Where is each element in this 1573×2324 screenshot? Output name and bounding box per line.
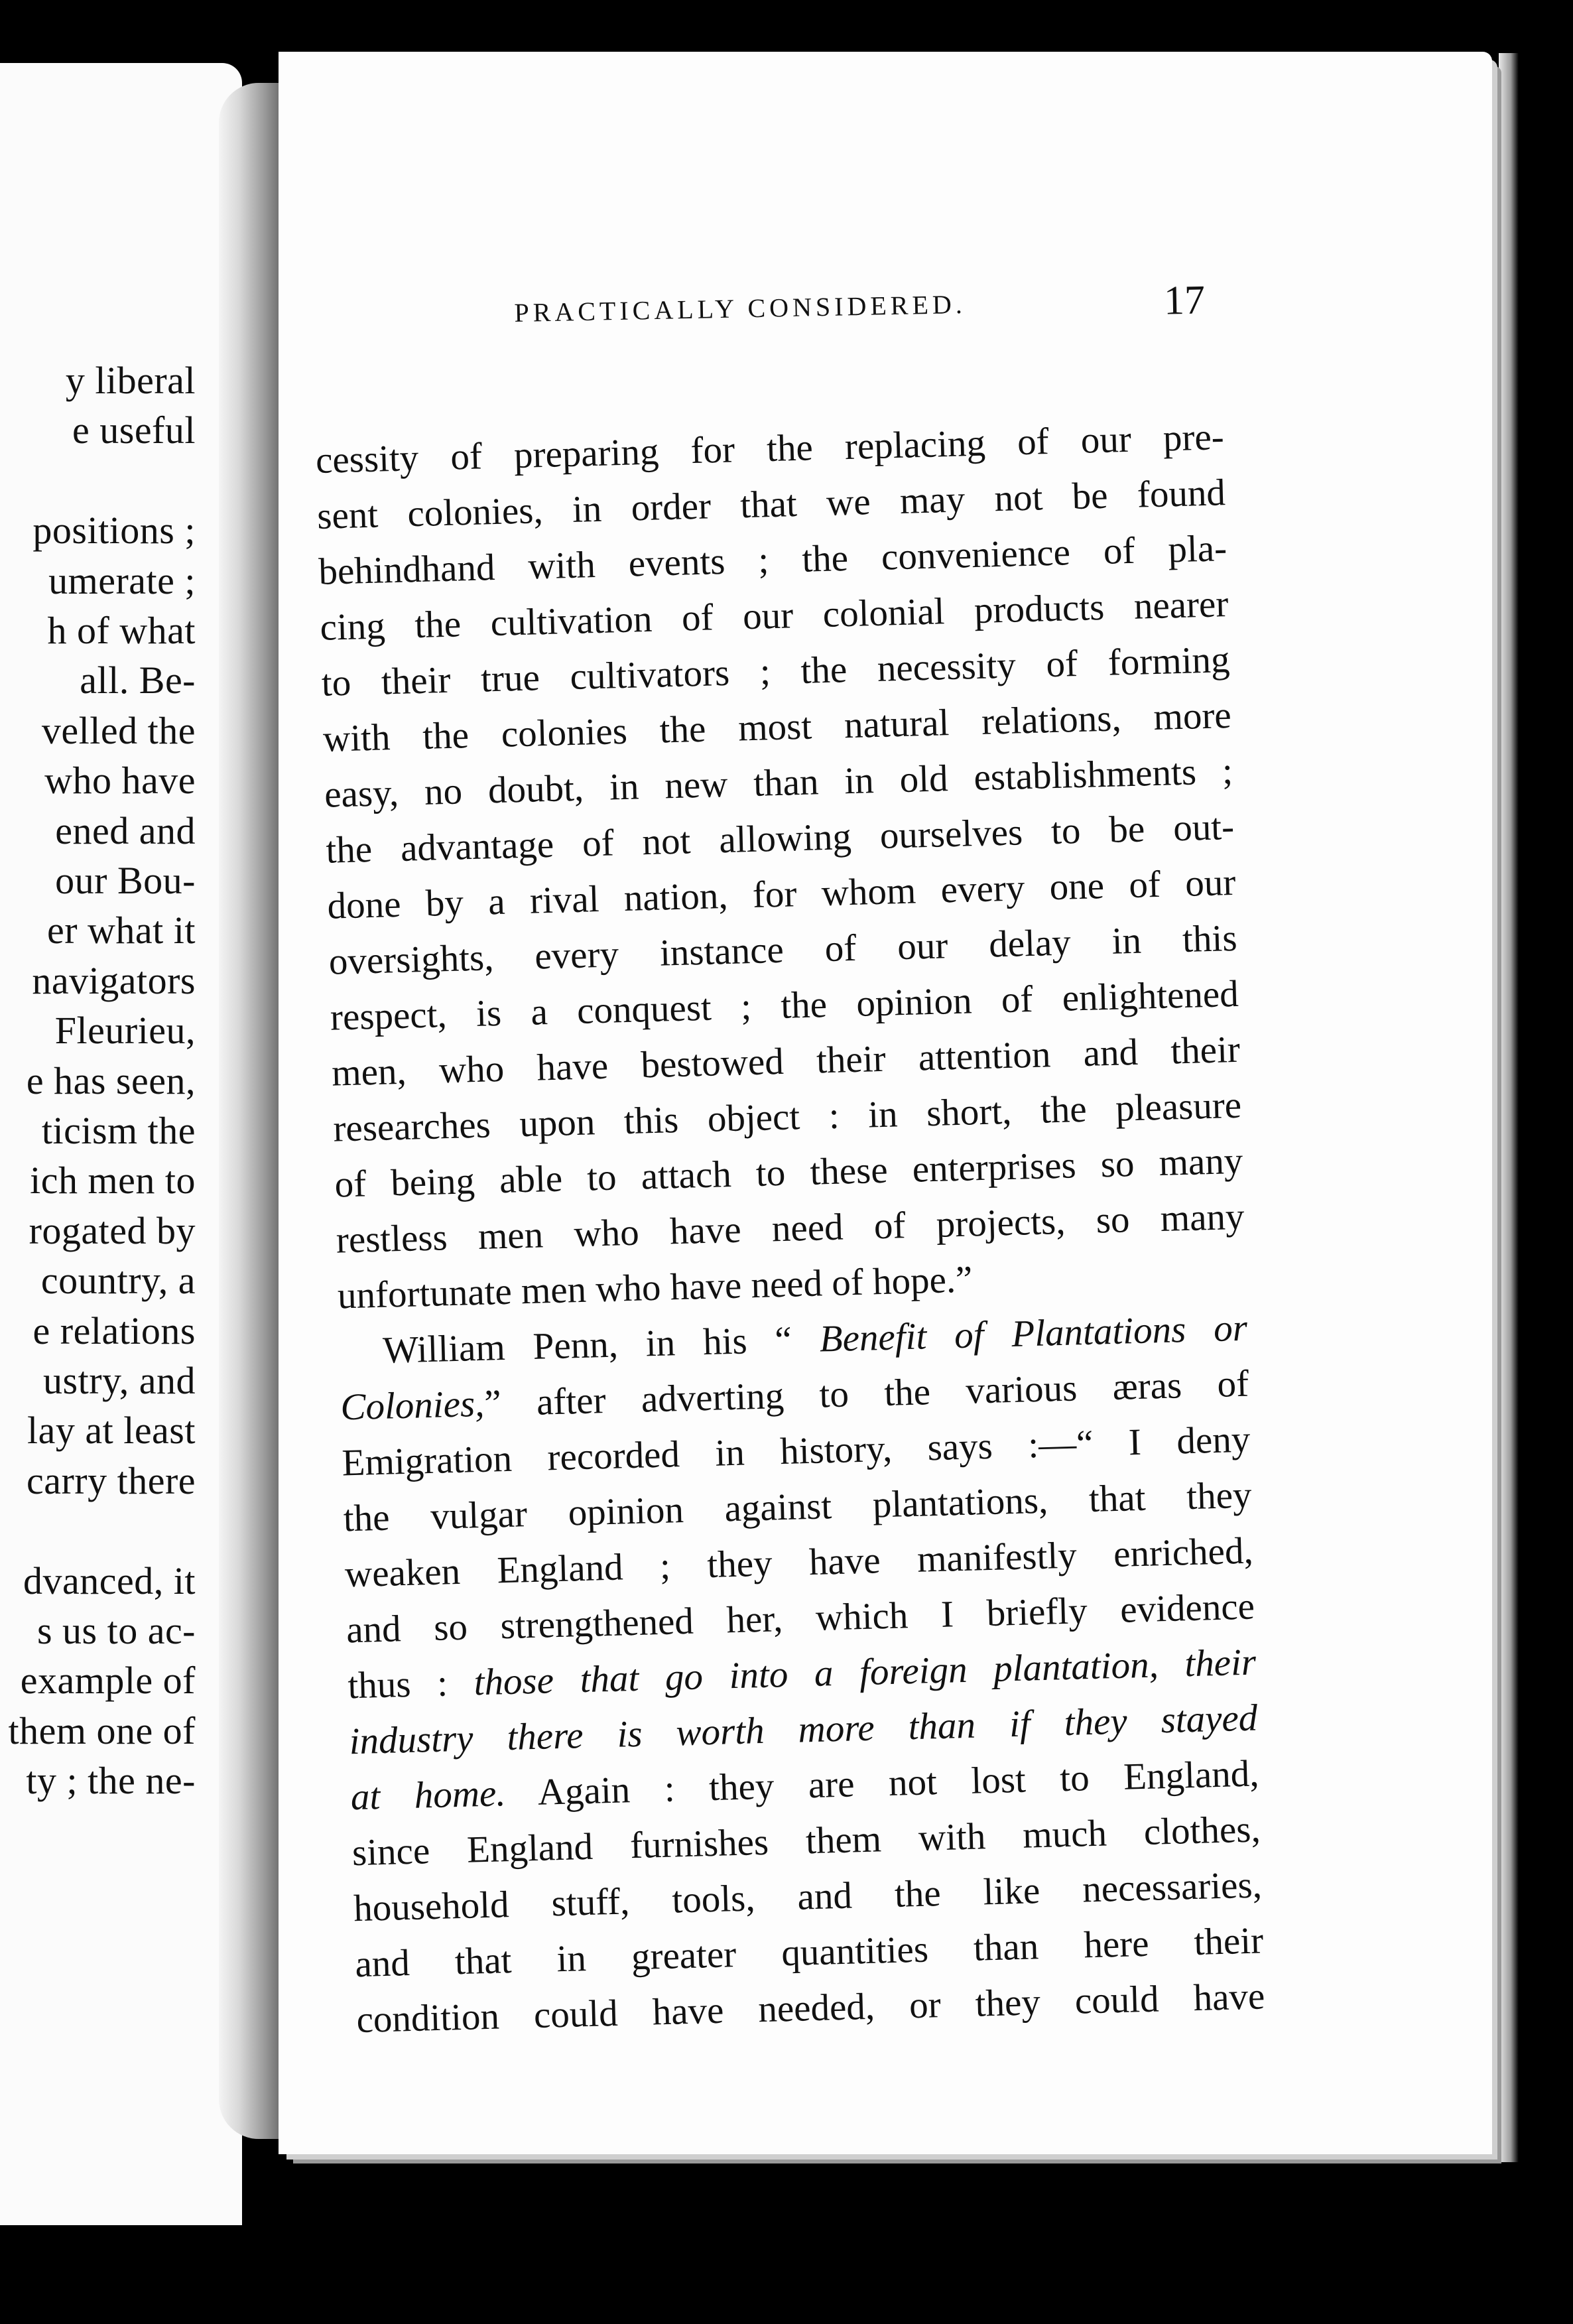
text-segment: and that in greater quantities than here their xyxy=(354,1919,1264,1986)
text-segment: ” after adverting to the various æras of xyxy=(483,1362,1249,1425)
text-segment: oversights, every instance of our delay in this xyxy=(328,917,1238,983)
left-text-line: ticism the xyxy=(41,1109,196,1152)
left-text-line: country, a xyxy=(40,1259,196,1303)
text-segment: behindhand with events ; the convenience of pla- xyxy=(318,527,1227,593)
right-page xyxy=(279,52,1492,2154)
left-text-line: all. Be- xyxy=(80,659,196,702)
text-segment: respect, is a conquest ; the opinion of enlightened xyxy=(330,972,1239,1039)
text-segment: Again : they are not lost to England, xyxy=(505,1752,1260,1815)
text-segment: household stuff, tools, and the like necessaries, xyxy=(353,1864,1263,1930)
text-segment: sent colonies, in order that we may not be found xyxy=(316,472,1226,537)
text-segment: condition could have needed, or they could have xyxy=(355,1975,1266,2041)
running-head: PRACTICALLY CONSIDERED. xyxy=(514,289,967,328)
left-text-line: ened and xyxy=(55,808,196,852)
left-text-line: y liberal xyxy=(65,359,196,402)
left-text-line: positions ; xyxy=(32,509,196,552)
text-segment: cessity of preparing for the replacing of our pre- xyxy=(315,416,1225,482)
text-segment: done by a rival nation, for whom every one of our xyxy=(326,861,1237,927)
page-number: 17 xyxy=(1163,277,1206,324)
text-segment: to their true cultivators ; the necessity of forming xyxy=(321,639,1231,704)
left-text-line: them one of xyxy=(8,1709,196,1752)
italic-text: Colonies, xyxy=(340,1382,485,1429)
italic-text: those that go into a foreign plantation, their xyxy=(473,1641,1257,1704)
left-text-line: our Bou- xyxy=(55,859,196,902)
left-text-line: lay at least xyxy=(27,1409,196,1452)
left-text-line: carry there xyxy=(26,1458,196,1502)
left-text-line: dvanced, it xyxy=(23,1559,196,1602)
left-text-line: e relations xyxy=(32,1309,196,1352)
left-text-line: who have xyxy=(44,759,196,803)
italic-text: at home. xyxy=(350,1772,507,1819)
left-text-line: umerate ; xyxy=(48,558,196,602)
text-segment: the advantage of not allowing ourselves to be out- xyxy=(325,805,1235,871)
left-text-line: rogated by xyxy=(29,1208,196,1252)
left-text-line: e has seen, xyxy=(26,1059,196,1102)
text-segment: men, who have bestowed their attention and their xyxy=(331,1028,1241,1094)
body-text xyxy=(315,409,1265,2048)
left-text-line: s us to ac- xyxy=(36,1609,196,1652)
text-segment: weaken England ; they have manifestly enriched, xyxy=(344,1529,1254,1596)
text-segment: researches upon this object : in short, the pleasure xyxy=(332,1084,1242,1150)
text-segment: since England furnishes them with much clothes, xyxy=(351,1808,1261,1874)
text-segment: unfortunate men who have need of hope.” xyxy=(337,1258,974,1317)
text-segment: restless men who have need of projects, so many xyxy=(336,1195,1245,1261)
italic-text: Benefit of Plantations or xyxy=(818,1307,1248,1360)
text-segment: William Penn, in his “ xyxy=(382,1318,820,1372)
left-text-line: velled the xyxy=(41,708,196,752)
left-text-line: ustry, and xyxy=(43,1359,196,1402)
text-segment: cing the cultivation of our colonial products nearer xyxy=(319,583,1229,649)
text-segment: with the colonies the most natural relations, more xyxy=(322,694,1232,760)
left-text-line: ich men to xyxy=(30,1159,196,1202)
left-text-line: e useful xyxy=(72,409,196,452)
page-edge xyxy=(1499,53,1519,2162)
left-text-line: Fleurieu, xyxy=(54,1009,196,1053)
text-segment: and so strengthened her, which I briefly evidence xyxy=(346,1585,1255,1651)
text-segment: the vulgar opinion against plantations, that they xyxy=(343,1474,1253,1540)
left-text-line: ty ; the ne- xyxy=(26,1759,196,1803)
text-segment: easy, no doubt, in new than in old establishments ; xyxy=(324,749,1233,816)
text-segment: Emigration recorded in history, says :—“ I deny xyxy=(341,1418,1251,1484)
left-text-line: navigators xyxy=(32,958,196,1002)
italic-text: industry there is worth more than if they stayed xyxy=(348,1697,1259,1763)
left-text-line: h of what xyxy=(47,609,196,652)
left-page-fragment xyxy=(0,63,242,2225)
text-segment: of being able to attach to these enterprises so many xyxy=(334,1139,1244,1206)
text-segment: thus : xyxy=(347,1661,475,1707)
left-text-line: example of xyxy=(20,1659,196,1703)
left-text-line: er what it xyxy=(46,909,196,952)
